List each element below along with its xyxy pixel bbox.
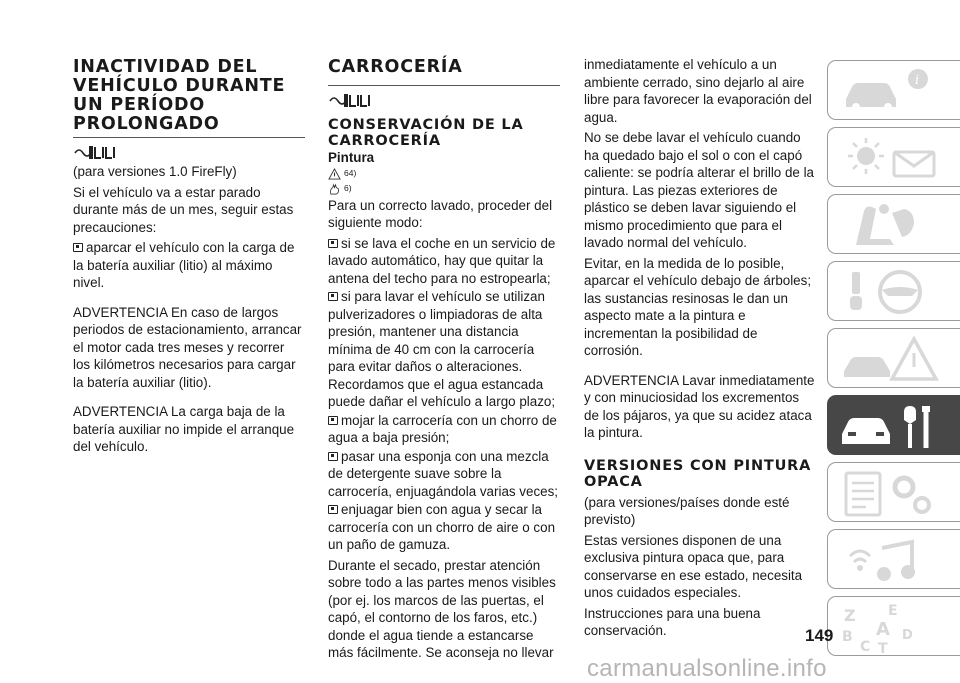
column-3 (584, 56, 816, 643)
key-steering-icon (836, 266, 946, 318)
bullet-icon (328, 416, 338, 425)
watermark: carmanualsonline.info (587, 655, 827, 682)
index-letter: E (888, 603, 898, 619)
tab-specifications[interactable] (827, 462, 960, 522)
index-letter: A (876, 619, 890, 640)
column-1 (73, 58, 305, 459)
paragraph-intro: Si el vehículo va a estar parado durante más de un mes, seguir estas precauciones: (73, 184, 294, 235)
bullet-icon (328, 505, 338, 514)
list-item (328, 235, 560, 288)
car-info-icon (836, 65, 946, 117)
multimedia-icon (836, 534, 946, 586)
list-item (73, 239, 305, 292)
lights-message-icon (836, 132, 946, 184)
list-item-text: aparcar el vehículo con la carga de la batería auxiliar (litio) al máximo nivel. (73, 240, 295, 290)
crash-warning-icon (836, 333, 946, 385)
index-letter: B (842, 629, 853, 645)
column-2 (328, 58, 560, 665)
version-note: (para versiones 1.0 FireFly) (73, 164, 237, 179)
tab-emergency[interactable] (827, 328, 960, 388)
warning-triangle-icon (328, 168, 341, 180)
caution-ref-number: 6) (344, 183, 352, 194)
tab-lights-messages[interactable] (827, 127, 960, 187)
gasoline-engine-icon (328, 91, 560, 109)
paragraph-sun: No se debe lavar el vehículo cuando ha quedado bajo el sol o con el capó caliente: se podría alterar el brillo de la pintura. Las piezas exteriores de plástico se deben lavar siguiendo el mismo procedimiento que para el lavado normal del vehículo. (584, 130, 815, 250)
section-title-opaca: VERSIONES CON PINTURA OPACA (584, 457, 812, 490)
warning-paragraph: ADVERTENCIA Lavar inmediatamente y con minuciosidad los excrementos de los pájaros, ya que su acidez ataca la pintura. (584, 372, 815, 440)
warning-paragraph: ADVERTENCIA La carga baja de la batería auxiliar no impide el arranque del vehículo. (73, 404, 295, 454)
list-item (328, 412, 560, 447)
tab-multimedia[interactable] (827, 529, 960, 589)
list-item (328, 288, 560, 411)
tab-safety[interactable] (827, 194, 960, 254)
list-item-text: si se lava el coche en un servicio de lavado automático, hay que quitar la antena del techo para no estropearla; (328, 235, 556, 286)
specs-gears-icon (836, 467, 946, 519)
tab-car-info[interactable] (827, 60, 960, 120)
list-item-text: enjuagar bien con agua y secar la carrocería con un chorro de aire o con un paño de gamuza. (328, 502, 556, 552)
subsection-heading-pintura: Pintura (328, 150, 375, 165)
paragraph-instructions: Instrucciones para una buena conservación. (584, 605, 761, 638)
list-item-text: si para lavar el vehículo se utilizan pulverizadores o limpiadoras de alta presión, mantener una distancia mínima de 40 cm con la carrocería para evitar daños o alteraciones. Recordamos que el agua estancada puede dañar el vehículo a largo plazo; (328, 289, 556, 409)
paragraph-trees: Evitar, en la medida de lo posible, aparcar el vehículo debajo de árboles; las sustancias resinosas le dan un aspecto mate a la pintura e incrementan la posibilidad de corrosión. (584, 255, 812, 358)
bullet-icon (328, 452, 338, 461)
index-letters-icon (836, 601, 946, 653)
warning-ref-number: 64) (344, 168, 357, 179)
airbag-seat-icon (836, 199, 946, 251)
tab-starting-driving[interactable] (827, 261, 960, 321)
section-title-inactividad: INACTIVIDAD DEL VEHÍCULO DURANTE UN PERÍODO PROLONGADO (73, 58, 305, 138)
warning-paragraph: ADVERTENCIA En caso de largos periodos de estacionamiento, arrancar el motor cada tres meses y recorrer los kilómetros necesarios para cargar la batería auxiliar (litio). (73, 304, 302, 390)
tab-maintenance[interactable] (827, 395, 960, 455)
caution-reference (328, 182, 560, 197)
caution-hand-icon (328, 183, 341, 195)
svg-text:i: i (915, 73, 920, 88)
chapter-tabs (827, 60, 960, 663)
section-title-carroceria: CARROCERÍA (328, 58, 560, 86)
car-tools-icon (836, 400, 946, 452)
paragraph-opaca: Estas versiones disponen de una exclusiva pintura opaca que, para conservarse en ese estado, necesita unos cuidados especiales. (584, 532, 803, 600)
bullet-icon (328, 292, 338, 301)
subsection-title: CONSERVACIÓN DE LA CARROCERÍA (328, 117, 524, 149)
warning-reference (328, 167, 560, 182)
index-letter: T (878, 641, 888, 653)
version-note: (para versiones/países donde esté previsto) (584, 494, 790, 527)
bullet-icon (73, 243, 83, 252)
index-letter: Z (844, 606, 856, 625)
gasoline-engine-icon (73, 143, 305, 161)
index-letter: D (902, 628, 913, 643)
list-item (328, 501, 560, 554)
paragraph-drying: Durante el secado, prestar atención sobre todo a las partes menos visibles (por ej. los marcos de las puertas, el capó, el contorno de los faros, etc.) donde el agua tiende a estancarse más fácilmente. Se aconseja no llevar (328, 557, 556, 660)
list-item-text: mojar la carrocería con un chorro de agua a baja presión; (328, 412, 557, 445)
index-letter: C (860, 639, 871, 653)
paragraph-continued: inmediatamente el vehículo a un ambiente cerrado, sino dejarlo al aire libre para favorecer la evaporación del agua. (584, 57, 812, 125)
list-item (328, 448, 560, 501)
paragraph-intro: Para un correcto lavado, proceder del siguiente modo: (328, 197, 553, 230)
tab-index[interactable] (827, 596, 960, 656)
list-item-text: pasar una esponja con una mezcla de detergente suave sobre la carrocería, enjuagándola varias veces; (328, 448, 559, 499)
bullet-icon (328, 239, 338, 248)
page-number: 149 (805, 626, 834, 645)
